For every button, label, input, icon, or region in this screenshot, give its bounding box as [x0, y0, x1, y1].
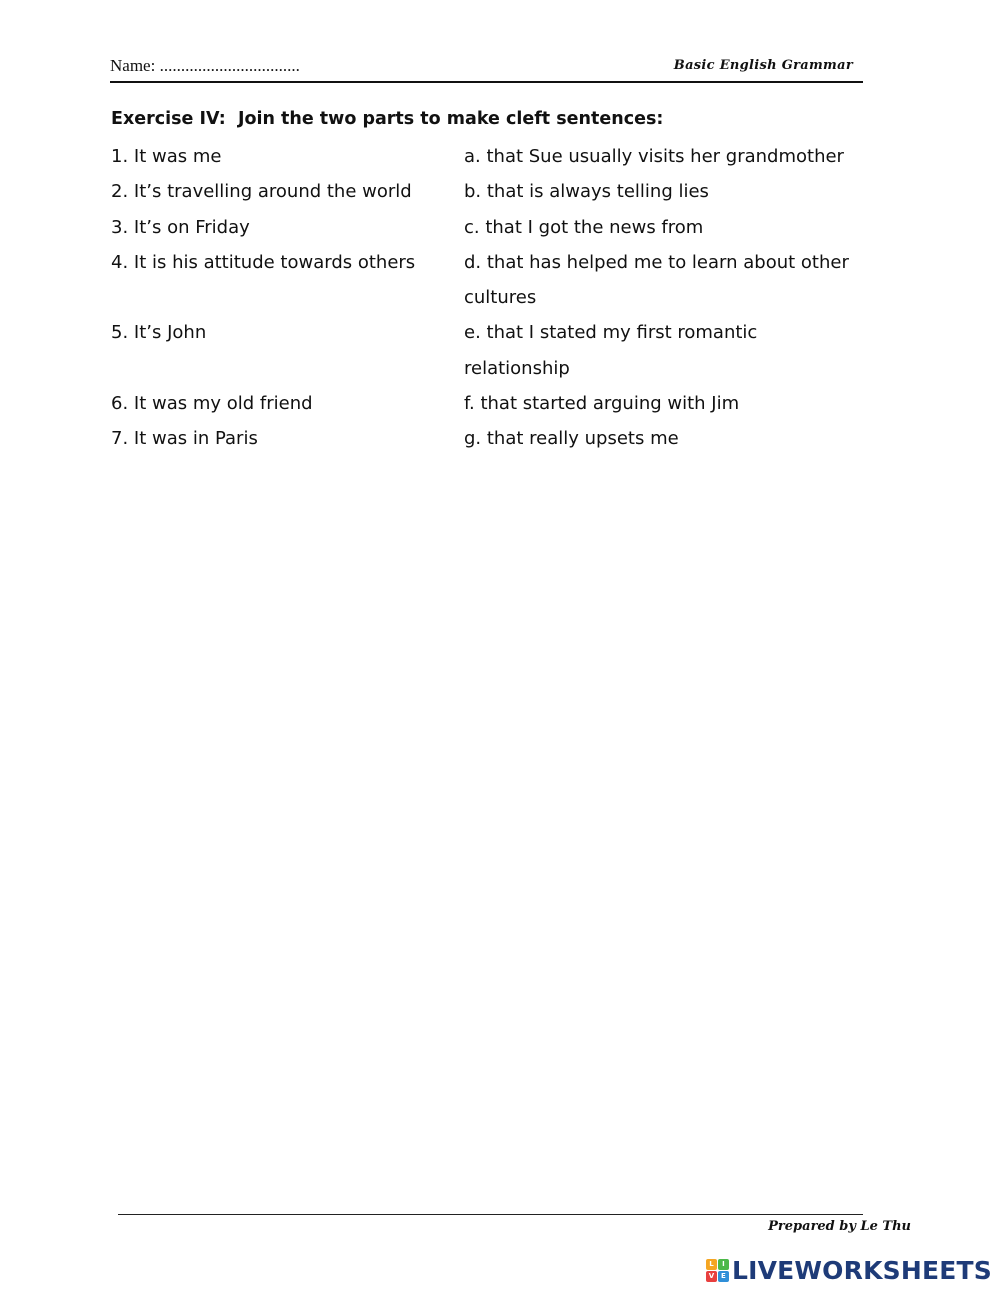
- sentence-end: a. that Sue usually visits her grandmother: [464, 146, 844, 167]
- sentence-end: g. that really upsets me: [464, 428, 679, 450]
- sentence-end: e. that I stated my first romantic relationship: [464, 322, 758, 379]
- sentence-start: 4. It is his attitude towards others: [111, 251, 416, 273]
- sentence-start: 6. It was my old friend: [111, 393, 313, 415]
- sentence-start: 2. It’s travelling around the world: [111, 181, 412, 203]
- liveworksheets-brand: [706, 1255, 992, 1285]
- exercise-section: [111, 104, 871, 457]
- exercise-row: [111, 421, 871, 456]
- exercise-rows: [111, 139, 871, 457]
- sentence-start: 7. It was in Paris: [111, 428, 258, 450]
- logo-letter: V: [706, 1271, 717, 1282]
- exercise-row: [111, 386, 871, 421]
- liveworksheets-logo-icon: [706, 1259, 729, 1282]
- sentence-start: 5. It’s John: [111, 322, 207, 344]
- sentence-end: d. that has helped me to learn about other cultures: [464, 251, 849, 309]
- sentence-start: 3. It’s on Friday: [111, 216, 250, 238]
- footer-divider: [118, 1214, 863, 1215]
- logo-letter: L: [706, 1259, 717, 1270]
- sentence-end: f. that started arguing with Jim: [464, 393, 740, 415]
- sentence-end: b. that is always telling lies: [464, 181, 709, 203]
- logo-letter: E: [718, 1271, 729, 1282]
- page-header: [110, 54, 863, 82]
- logo-letter: I: [718, 1259, 729, 1270]
- footer-credit: Prepared by Le Thu: [768, 1219, 911, 1234]
- exercise-row: [111, 139, 871, 174]
- exercise-row: [111, 210, 871, 245]
- header-divider: [110, 81, 863, 83]
- exercise-row: [111, 245, 871, 316]
- exercise-row: [111, 174, 871, 209]
- name-field-label: Name: .................................: [110, 56, 300, 75]
- exercise-title: Exercise IV: Join the two parts to make cleft sentences:: [111, 109, 664, 129]
- sentence-start: 1. It was me: [111, 146, 222, 167]
- sentence-end: c. that I got the news from: [464, 216, 704, 238]
- brand-name: LIVEWORKSHEETS: [731, 1255, 992, 1285]
- course-title: Basic English Grammar: [673, 58, 853, 73]
- exercise-row: [111, 315, 871, 386]
